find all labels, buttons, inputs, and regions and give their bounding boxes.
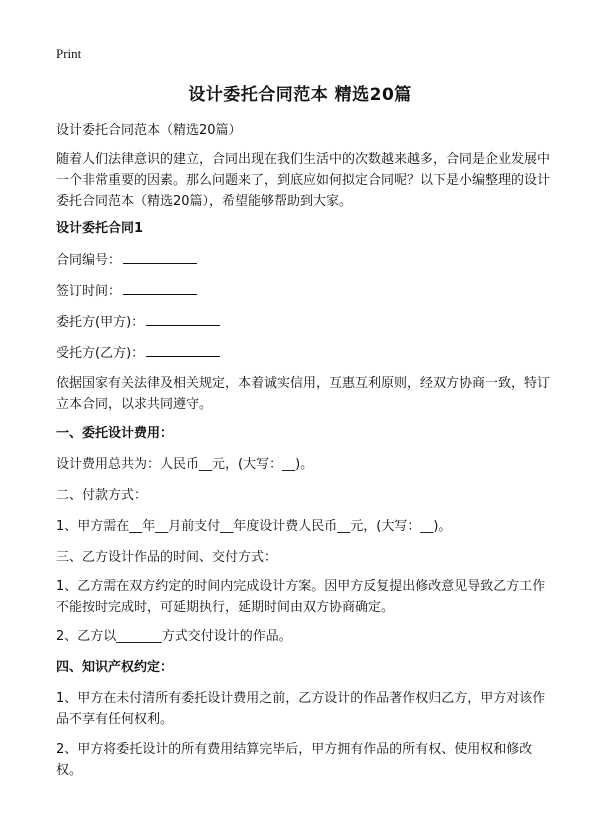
clause-4-heading: 四、知识产权约定： (56, 660, 174, 675)
field-party-b (56, 342, 556, 364)
blank-line (123, 249, 197, 264)
clause-4-item-2: 2、甲方将委托设计的所有费用结算完毕后，甲方拥有作品的所有权、使用权和修改权。 (56, 742, 533, 778)
clause-3-item-1: 1、乙方需在双方约定的时间内完成设计方案。因甲方反复提出修改意见导致乙方工作不能按时完成时，可延期执行，延期时间由双方协商确定。 (56, 579, 546, 615)
field-label: 受托方(乙方)： (56, 346, 145, 361)
field-sign-date (56, 280, 556, 302)
clause-2-heading: 二、付款方式： (56, 488, 148, 503)
clause-2-text: 1、甲方需在__年__月前支付__年度设计费人民币__元，(大写：__)。 (56, 519, 452, 534)
clause-4-item-1: 1、甲方在未付清所有委托设计费用之前，乙方设计的作品著作权归乙方，甲方对该作品不享有任何权利。 (56, 691, 546, 727)
intro-paragraph: 随着人们法律意识的建立，合同出现在我们生活中的次数越来越多，合同是企业发展中一个非常重要的因素。那么问题来了，到底应如何拟定合同呢？以下是小编整理的设计委托合同范本（精选20篇），希望能够帮助到大家。 (56, 152, 551, 209)
clause-1-text: 设计费用总共为：人民币__元，(大写：__)。 (56, 457, 314, 472)
section-title: 设计委托合同1 (56, 221, 144, 236)
field-contract-number (56, 249, 556, 271)
clause-3-item-2: 2、乙方以_______方式交付设计的作品。 (56, 629, 292, 644)
blank-line (123, 280, 197, 295)
clause-3-heading: 三、乙方设计作品的时间、交付方式： (56, 550, 278, 565)
field-label: 委托方(甲方)： (56, 315, 145, 330)
blank-line (146, 342, 220, 357)
preamble-paragraph: 依据国家有关法律及相关规定，本着诚实信用，互惠互利原则，经双方协商一致，特订立本合同，以求共同遵守。 (56, 376, 551, 412)
field-label: 合同编号： (56, 253, 122, 268)
print-link[interactable]: Print (56, 46, 82, 61)
blank-line (146, 311, 220, 326)
document-subtitle: 设计委托合同范本（精选20篇） (56, 123, 242, 138)
clause-1-heading: 一、委托设计费用： (56, 426, 174, 441)
field-label: 签订时间： (56, 284, 122, 299)
field-party-a (56, 311, 556, 333)
document-title: 设计委托合同范本 精选20篇 (188, 85, 412, 105)
